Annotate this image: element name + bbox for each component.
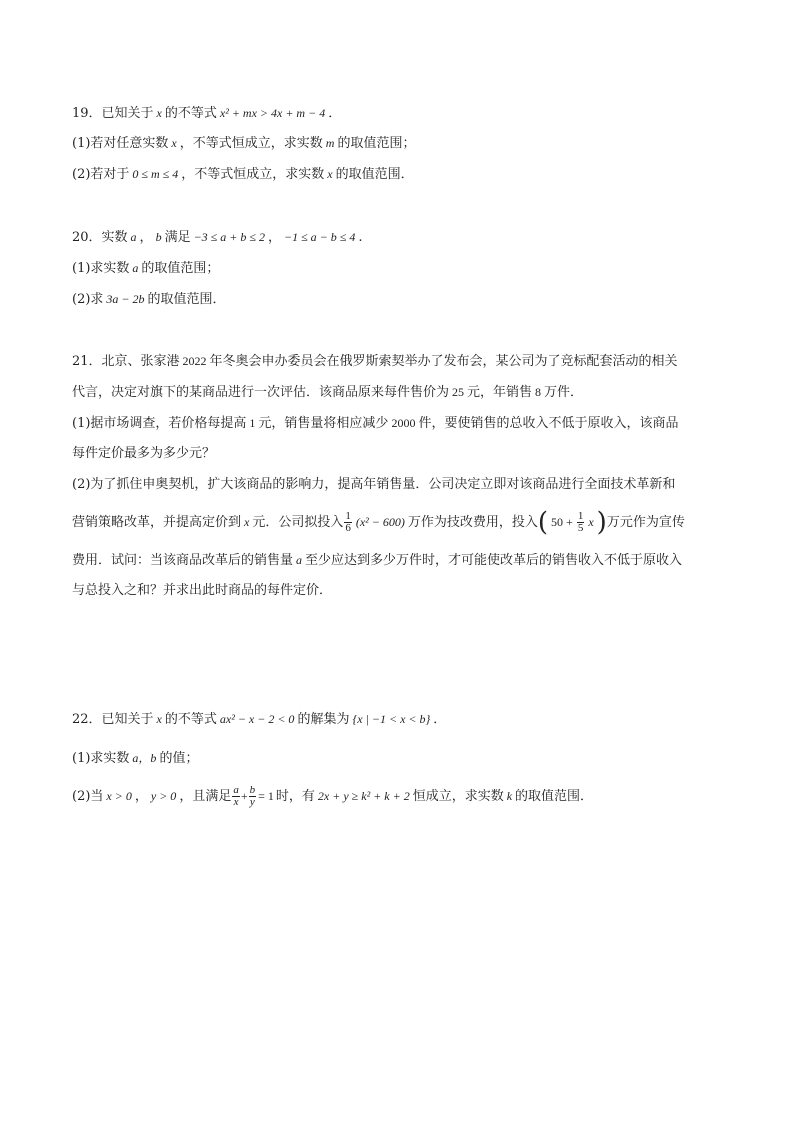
q21-line2-a: 代言，决定对旗下的某商品进行一次评估．该商品原来每件售价为 <box>72 385 450 400</box>
q22-p2-eq: = 1 <box>258 789 274 803</box>
q21-frac2-den: 5 <box>577 522 584 534</box>
q21-line7-b: 至少应达到多少万件时，才可能使改革后的销售收入不低于原收入 <box>305 553 683 568</box>
q21-line2-num1: 25 <box>452 385 465 399</box>
q21-line3-num2: 2000 <box>391 416 416 430</box>
q22-p2-mid3: 恒成立，求实数 <box>412 789 504 804</box>
q21-fraction-1 <box>344 511 352 534</box>
q22-part1 <box>72 749 198 768</box>
q22-stem-var: x <box>156 712 162 726</box>
q20-stem <box>72 228 362 247</box>
q21-line7-var: a <box>296 553 303 567</box>
q21-line3-b: 元，销售量将相应减少 <box>258 416 389 431</box>
q22-part2 <box>72 785 593 808</box>
q21-frac2-num: 1 <box>577 510 584 522</box>
q20-stem-var-b: b <box>155 230 162 244</box>
q19-p1-mid: ，不等式恒成立，求实数 <box>179 136 323 151</box>
q22-p2-math2: y > 0 <box>150 789 177 803</box>
q19-p2-end: 的取值范围． <box>335 167 414 182</box>
q21-line8-text: 与总投入之和？并求出此时商品的每件定价． <box>72 583 333 598</box>
q21-line6-var: x <box>244 515 250 529</box>
q20-p1-end: 的取值范围； <box>141 261 220 276</box>
q21-line6-math2-a: 50 + <box>551 515 573 529</box>
q21-frac1-num: 1 <box>345 510 351 522</box>
q22-frac2-den: y <box>249 796 255 808</box>
q21-line5 <box>72 476 675 494</box>
q22-p1-end: 的值； <box>159 751 199 766</box>
q22-p2-math1: x > 0 <box>106 789 132 803</box>
q20-p2-prefix: (2)求 <box>72 292 104 307</box>
q22-stem <box>72 710 446 729</box>
q22-p1-vars: a，b <box>132 751 157 765</box>
q21-line6 <box>72 507 685 538</box>
q21-line1-a: 21．北京、张家港 <box>72 354 180 369</box>
q20-stem-end: . <box>358 230 363 245</box>
q22-stem-mid2: 的解集为 <box>297 712 350 727</box>
q21-line1 <box>72 352 678 371</box>
q21-line1-b: 年冬奥会申办委员会在俄罗斯索契举办了发布会，某公司为了竞标配套活动的相关 <box>209 354 678 369</box>
q19-stem <box>72 104 341 123</box>
q19-part2 <box>72 165 414 184</box>
q19-stem-math: x² + mx > 4x + m − 4 <box>219 106 326 120</box>
q19-part1 <box>72 134 415 153</box>
q19-p1-var: x <box>171 136 177 150</box>
q22-p2-sep: ， <box>134 789 148 804</box>
q22-p2-var: k <box>506 789 513 803</box>
q21-line2 <box>72 383 583 402</box>
q19-p1-prefix: (1)若对任意实数 <box>72 136 169 151</box>
q22-p2-math3: 2x + y ≥ k² + k + 2 <box>317 789 410 803</box>
q21-line2-b: 元，年销售 <box>467 385 533 400</box>
q19-p1-var2: m <box>325 136 335 150</box>
q22-stem-math1: ax² − x − 2 < 0 <box>219 712 295 726</box>
q19-p2-math: 0 ≤ m ≤ 4 <box>132 167 179 181</box>
q20-stem-math2: −1 ≤ a − b ≤ 4 <box>283 230 356 244</box>
right-paren-glyph: ) <box>596 507 607 538</box>
q21-line6-d: 万元作为宣传 <box>606 515 685 530</box>
q20-part1 <box>72 259 219 278</box>
q19-p2-var: x <box>327 167 333 181</box>
q22-p2-end: 的取值范围． <box>515 789 594 804</box>
q21-line6-math2-b: x <box>588 515 594 529</box>
q19-stem-var: x <box>156 106 162 120</box>
q21-line3-c: 件，要使销售的总收入不低于原收入，该商品 <box>418 416 679 431</box>
q20-stem-math1: −3 ≤ a + b ≤ 2 <box>193 230 265 244</box>
q21-line5-text: (2)为了抓住申奥契机，扩大该商品的影响力，提高年销售量．公司决定立即对该商品进行全面技术革新和 <box>72 477 676 492</box>
q21-line6-b: 元．公司拟投入 <box>252 515 344 530</box>
q20-p2-end: 的取值范围． <box>147 292 226 307</box>
q21-line8 <box>72 582 332 600</box>
q21-line6-math1: (x² − 600) <box>355 515 405 529</box>
q21-line6-c: 万作为技改费用，投入 <box>407 515 538 530</box>
q21-frac1-den: 6 <box>345 522 351 534</box>
q21-line6-a: 营销策略改革，并提高定价到 <box>72 515 242 530</box>
q20-p1-var: a <box>132 261 139 275</box>
q20-stem-prefix: 20．实数 <box>72 230 128 245</box>
q21-line2-num2: 8 <box>535 385 542 399</box>
q21-line4-text: 每件定价最多为多少元？ <box>72 446 216 461</box>
q19-stem-mid: 的不等式 <box>164 106 217 121</box>
q20-stem-sep: ， <box>139 230 153 245</box>
q20-stem-mid: 满足 <box>164 230 191 245</box>
q21-line7-a: 费用．试问：当该商品改革后的销售量 <box>72 553 294 568</box>
q22-frac1-num: a <box>233 784 239 796</box>
left-paren-glyph: ( <box>537 507 549 538</box>
q21-line3-num1: 1 <box>249 416 256 430</box>
q22-p2-prefix: (2)当 <box>72 789 104 804</box>
q20-stem-sep2: ， <box>267 230 281 245</box>
q22-p2-mid2: 时，有 <box>275 789 315 804</box>
q19-p2-prefix: (2)若对于 <box>72 167 130 182</box>
q20-part2 <box>72 290 226 309</box>
q21-line4 <box>72 445 215 463</box>
q22-fraction-a-over-x <box>232 785 240 808</box>
q22-frac2-num: b <box>249 784 256 796</box>
q21-line7 <box>72 551 682 570</box>
q21-fraction-2 <box>577 511 585 534</box>
q22-p1-prefix: (1)求实数 <box>72 751 130 766</box>
q22-stem-math2: {x | −1 < x < b} <box>352 712 431 726</box>
q22-p2-plus: + <box>240 789 248 803</box>
q20-p1-prefix: (1)求实数 <box>72 261 130 276</box>
q22-fraction-b-over-y <box>249 785 257 808</box>
q22-frac1-den: x <box>233 796 239 808</box>
q21-line3 <box>72 414 678 433</box>
q20-stem-var-a: a <box>130 230 137 244</box>
q19-stem-prefix: 19．已知关于 <box>72 106 154 121</box>
q22-stem-end: ． <box>433 712 447 727</box>
q19-p1-end: 的取值范围； <box>337 136 416 151</box>
q22-stem-mid: 的不等式 <box>164 712 217 727</box>
q22-p2-mid: ，且满足 <box>179 789 232 804</box>
q21-line3-a: (1)据市场调查，若价格每提高 <box>72 416 247 431</box>
q22-stem-prefix: 22．已知关于 <box>72 712 154 727</box>
q21-line2-c: 万件． <box>544 385 584 400</box>
q19-p2-mid: ，不等式恒成立，求实数 <box>181 167 325 182</box>
q19-stem-end: ． <box>328 106 342 121</box>
q20-p2-math: 3a − 2b <box>106 292 145 306</box>
q21-line1-num: 2022 <box>182 354 207 368</box>
